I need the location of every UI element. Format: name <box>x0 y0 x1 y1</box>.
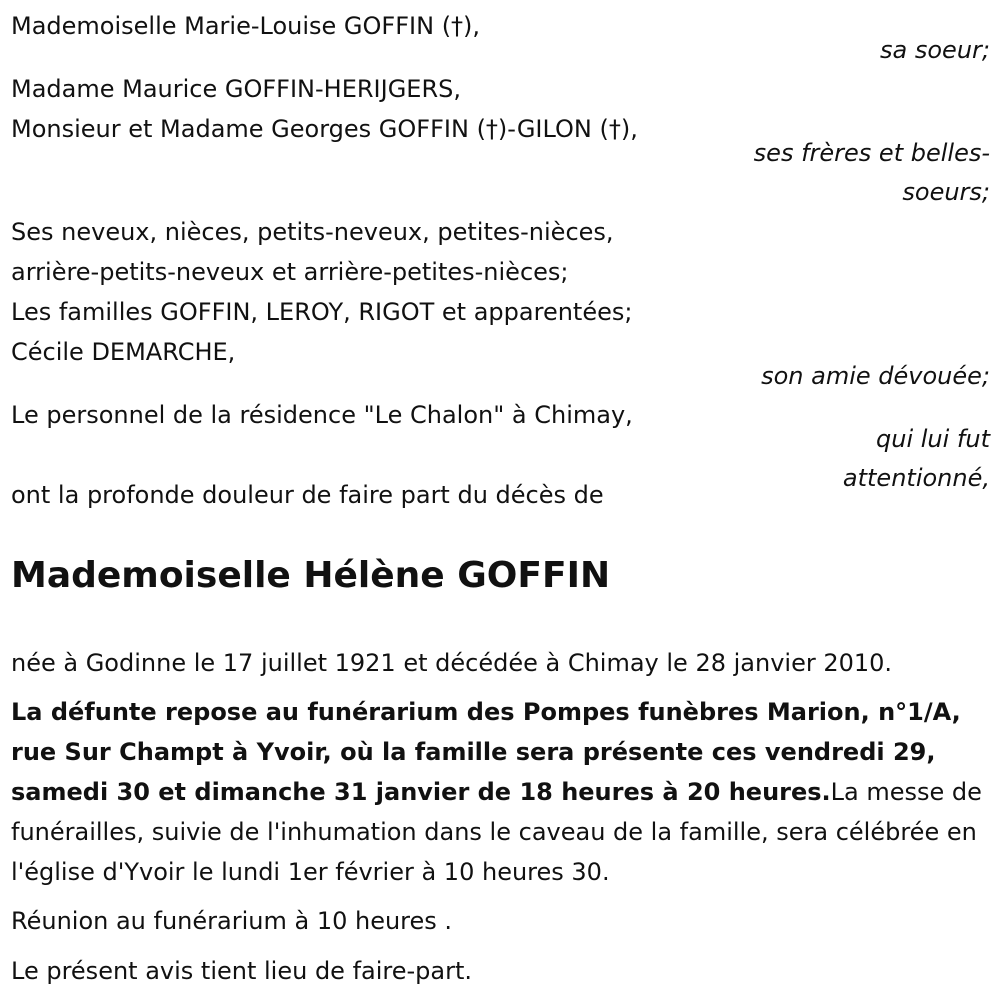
role-brothers-a: ses frères et belles- <box>753 139 990 167</box>
repose-details: La défunte repose au funérarium des Pompes funèbres Marion, n°1/A, rue Sur Champt à Yvoir, où la famille sera présente ces vendredi 29, samedi 30 et dimanche 31 janvier de 18 heures à 20 heures. <box>11 698 961 806</box>
family-line-friend: Cécile DEMARCHE, <box>11 338 236 366</box>
mass-details: La messe de funérailles, suivie de l'inhumation dans le caveau de la famille, sera célébrée en l'église d'Yvoir le lundi 1er février à 10 heures 30. <box>11 778 982 886</box>
funeral-details <box>11 692 996 892</box>
family-line-brother: Monsieur et Madame Georges GOFFIN (†)-GILON (†), <box>11 115 638 143</box>
announcement: ont la profonde douleur de faire part du décès de <box>11 481 604 509</box>
family-line-nephews: Ses neveux, nièces, petits-neveux, petites-nièces, <box>11 218 614 246</box>
family-line-sister: Mademoiselle Marie-Louise GOFFIN (†), <box>11 12 481 40</box>
birth-death-dates: née à Godinne le 17 juillet 1921 et décédée à Chimay le 28 janvier 2010. <box>11 649 893 677</box>
family-line-sister-in-law: Madame Maurice GOFFIN-HERIJGERS, <box>11 75 462 103</box>
role-sister: sa soeur; <box>880 36 990 64</box>
meeting-info: Réunion au funérarium à 10 heures . <box>11 907 453 935</box>
deceased-name: Mademoiselle Hélène GOFFIN <box>11 555 611 596</box>
role-staff-b: attentionné, <box>842 464 990 492</box>
family-line-staff: Le personnel de la résidence "Le Chalon" à Chimay, <box>11 401 633 429</box>
notice-info: Le présent avis tient lieu de faire-part. <box>11 957 473 985</box>
role-friend: son amie dévouée; <box>761 362 990 390</box>
role-staff-a: qui lui fut <box>876 425 990 453</box>
role-brothers-b: soeurs; <box>902 178 990 206</box>
family-line-families: Les familles GOFFIN, LEROY, RIGOT et apparentées; <box>11 298 633 326</box>
family-line-great-nephews: arrière-petits-neveux et arrière-petites-nièces; <box>11 258 569 286</box>
